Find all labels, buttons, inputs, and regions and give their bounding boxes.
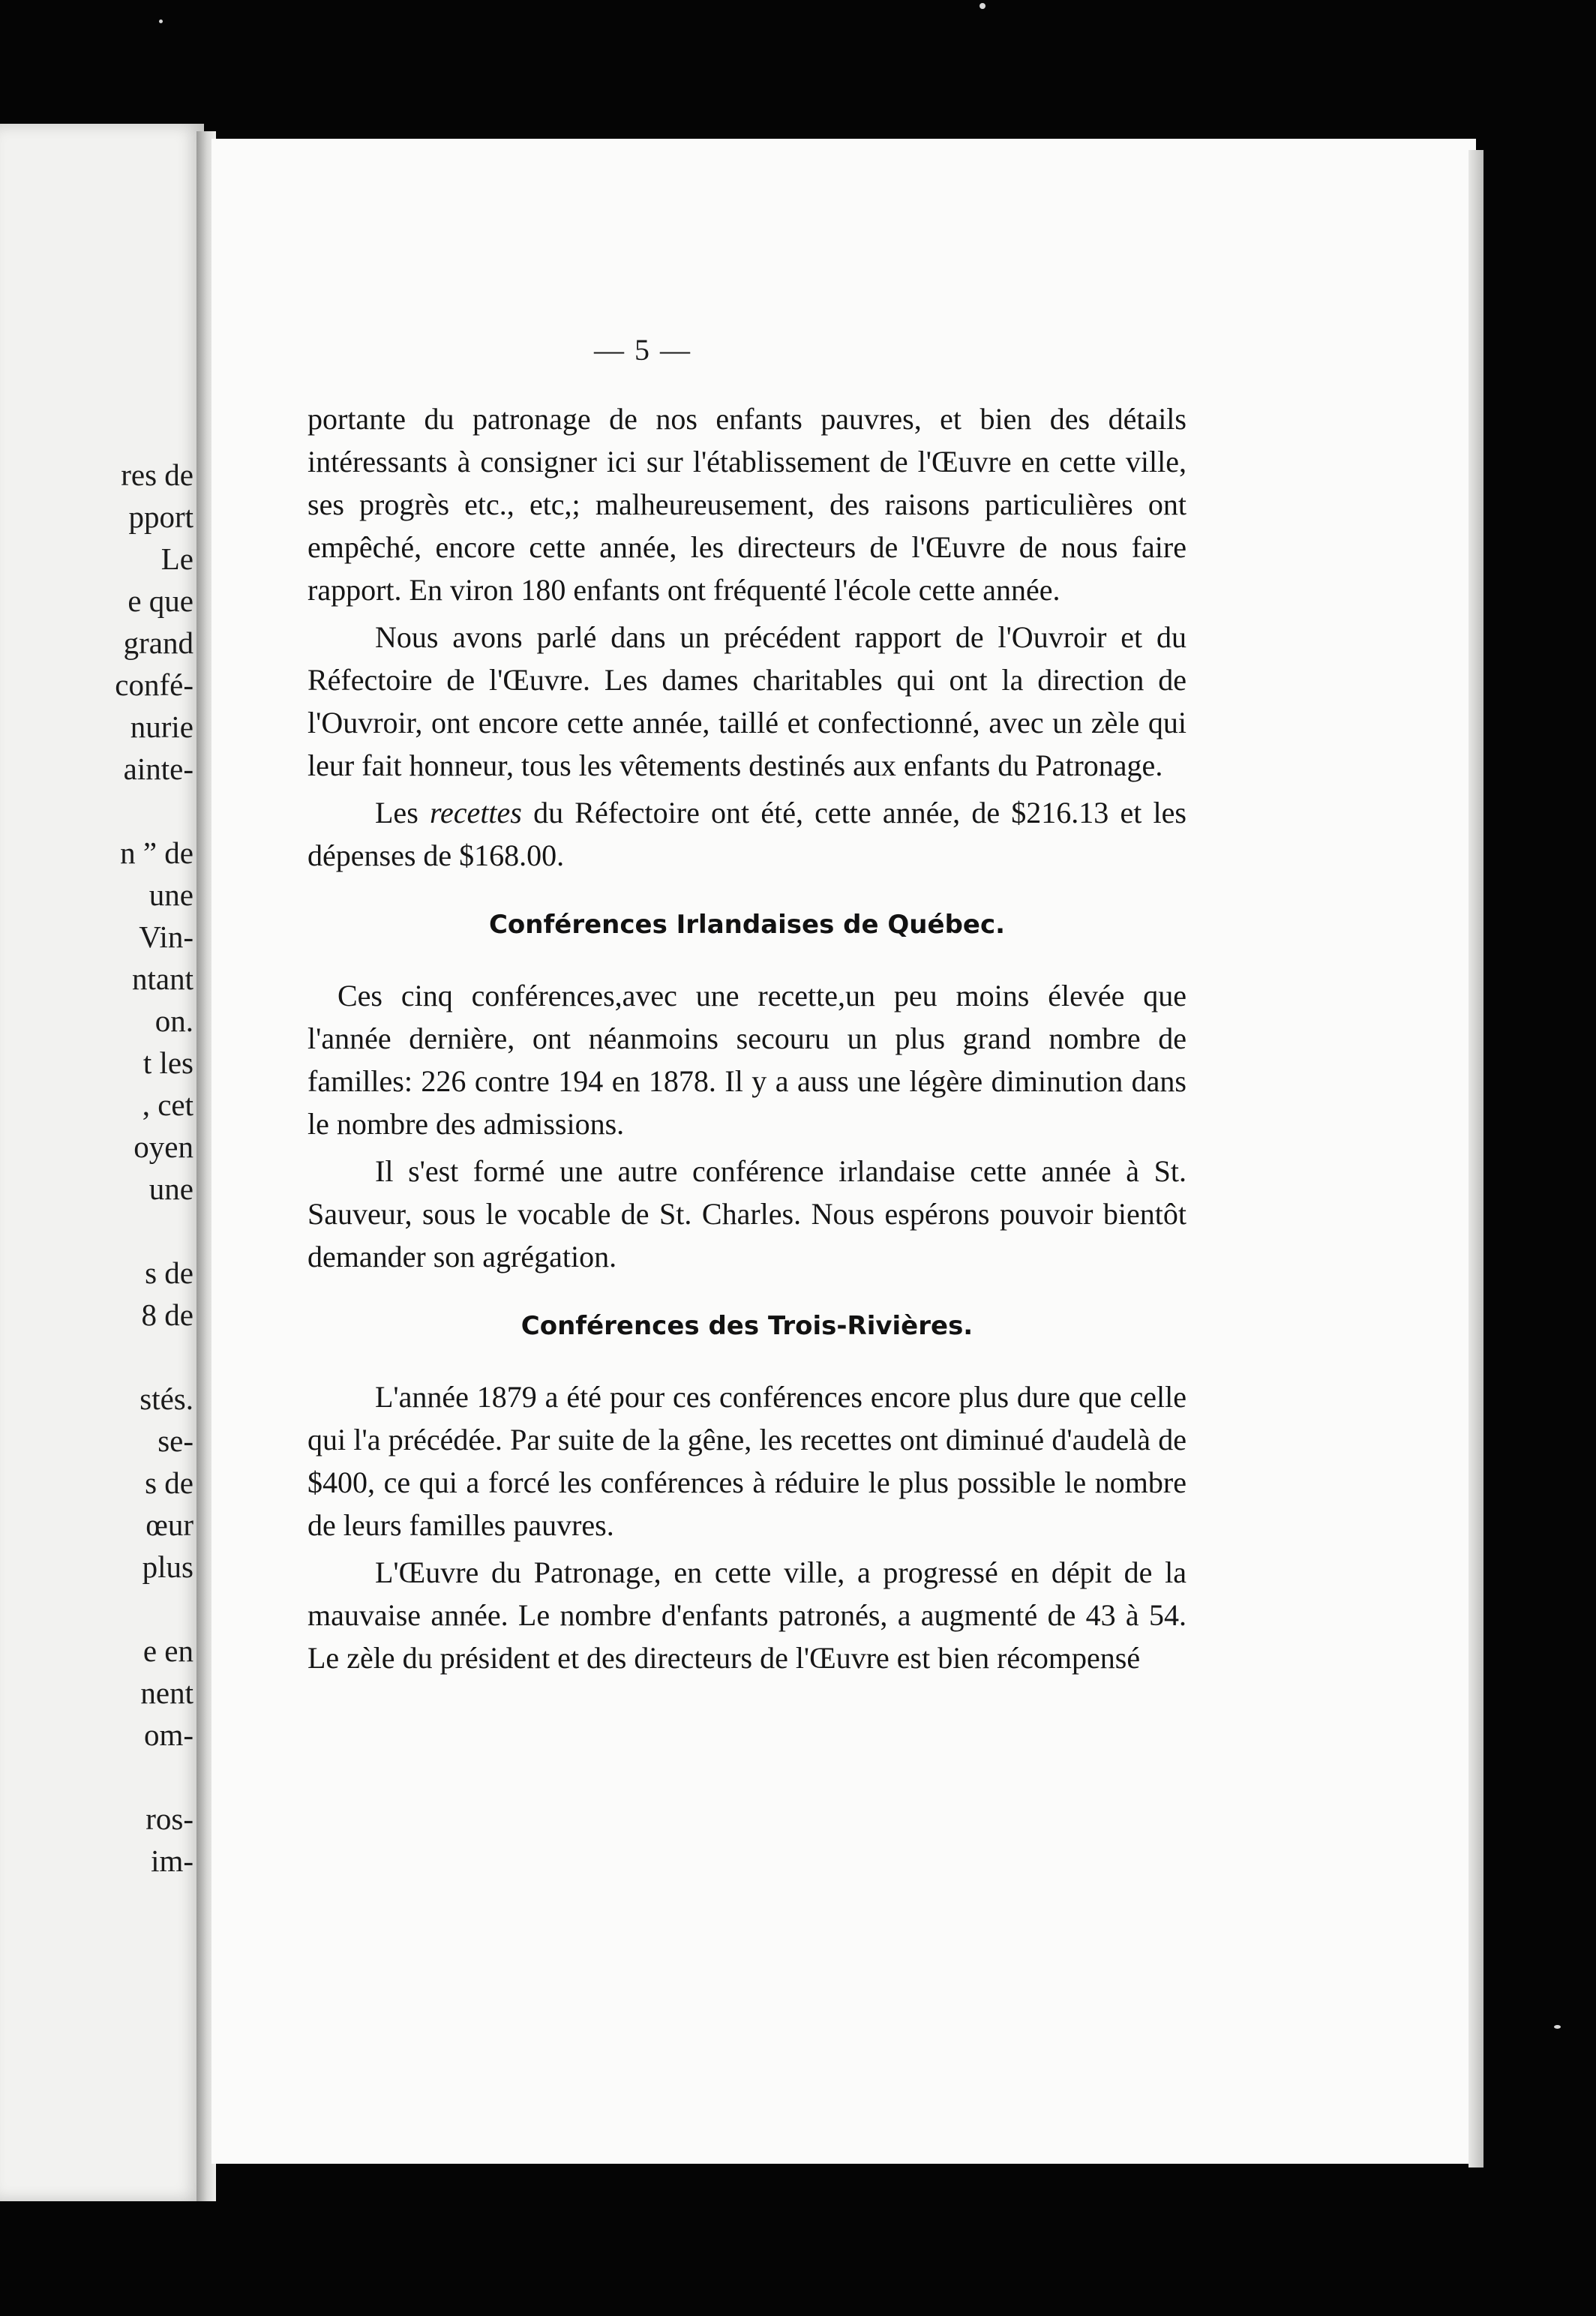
- left-page-line: , cet: [142, 1088, 194, 1122]
- section-heading-quebec: Conférences Irlandaises de Québec.: [488, 910, 1006, 940]
- paragraph-st-sauveur: Il s'est formé une autre conférence irlandaise cette année à St. Sauveur, sous le vocable de St. Charles. Nous espérons pouvoir bientôt demander son agrégation.: [308, 1154, 1186, 1274]
- left-page-line: Le: [160, 542, 194, 576]
- paragraph-refectoire-end: du Réfectoire ont été, cette année, de $216.13 et les dépenses de $168.00.: [308, 796, 1186, 872]
- left-page-text: [115, 454, 194, 1882]
- left-page-line: [115, 1756, 194, 1798]
- left-page-line: res de: [121, 458, 194, 492]
- left-page-line: 8 de: [141, 1298, 194, 1332]
- paragraph-patronage-continued: portante du patronage de nos enfants pauvres, et bien des détails intéressants à consigner ici sur l'établissement de l'Œuvre en cette ville, ses progrès etc., etc,; malheureusement, des raisons particulières ont empêché, encore cette année, les directeurs de l'Œuvre de nous faire rapport. En viron 180 enfants ont fréquenté l'école cette année.: [308, 402, 1186, 607]
- left-page-line: plus: [142, 1550, 194, 1584]
- left-page-line: ainte-: [123, 752, 194, 786]
- section-heading-trois-rivieres: Conférences des Trois-Rivières.: [520, 1311, 974, 1341]
- left-page-line: une: [148, 1172, 194, 1206]
- paragraph-irish-conferences: Ces cinq conférences,avec une recette,un peu moins élevée que l'année dernière, ont néanmoins secouru un plus grand nombre de familles: 226 contre 194 en 1878. Il y a auss une légère diminution dans le nombre des admissions.: [308, 979, 1186, 1141]
- left-page-line: s de: [145, 1256, 194, 1290]
- left-page-line: ros-: [146, 1802, 194, 1836]
- paragraph-year-1879: L'année 1879 a été pour ces conférences encore plus dure que celle qui l'a précédée. Par suite de la gêne, les recettes ont diminué d'audelà de $400, ce qui a forcé les conférences à réduire le plus possible le nombre de leurs familles pauvres.: [308, 1380, 1186, 1542]
- page-edge: [1468, 150, 1484, 2168]
- left-page-line: nent: [140, 1676, 194, 1710]
- left-page-line: œur: [146, 1508, 194, 1542]
- left-page-line: e que: [128, 584, 194, 618]
- left-page-line: se-: [158, 1424, 194, 1458]
- left-page-line: nurie: [130, 710, 194, 744]
- left-page-line: n ” de: [120, 836, 194, 870]
- paragraph-oeuvre-patronage: L'Œuvre du Patronage, en cette ville, a progressé en dépit de la mauvaise année. Le nombre d'enfants patronés, a augmenté de 43 à 54. Le zèle du président et des directeurs de l'Œuvre est bien récompensé: [308, 1556, 1186, 1675]
- left-page-line: [115, 1588, 194, 1630]
- left-page-line: une: [148, 878, 194, 912]
- left-page-line: [115, 1336, 194, 1378]
- body-text: [308, 398, 1186, 1684]
- left-page-line: Vin-: [139, 920, 194, 954]
- paragraph-ouvroir: Nous avons parlé dans un précédent rapport de l'Ouvroir et du Réfectoire de l'Œuvre. Les dames charitables qui ont la direction de l'Ouvroir, ont encore cette année, taillé et confectionné, avec un zèle qui leur fait honneur, tous les vêtements destinés aux enfants du Patronage.: [308, 620, 1186, 782]
- left-page-line: im-: [151, 1844, 194, 1878]
- left-page-line: stés.: [140, 1382, 194, 1416]
- paragraph-refectoire-italic: recettes: [429, 796, 522, 830]
- left-page-line: [115, 1210, 194, 1252]
- left-page-line: ntant: [132, 962, 194, 996]
- background-speck: [159, 20, 163, 23]
- paragraph-refectoire-start: Les: [375, 796, 430, 830]
- left-page-line: grand: [123, 626, 194, 660]
- left-page-line: confé-: [115, 668, 194, 702]
- paragraph-refectoire: [308, 791, 1186, 877]
- left-page-line: e en: [142, 1634, 194, 1668]
- left-page-line: [115, 790, 194, 832]
- background-speck: [980, 3, 986, 9]
- main-page: [212, 139, 1476, 2164]
- left-page-line: oyen: [134, 1130, 194, 1164]
- page-number: — 5 —: [594, 333, 692, 367]
- left-page-line: s de: [145, 1466, 194, 1500]
- left-page-line: om-: [143, 1718, 194, 1752]
- left-page-line: t les: [142, 1046, 194, 1080]
- left-page: [0, 124, 204, 2201]
- left-page-line: pport: [128, 500, 194, 534]
- background-speck: [1554, 2025, 1561, 2029]
- left-page-line: on.: [154, 1004, 194, 1038]
